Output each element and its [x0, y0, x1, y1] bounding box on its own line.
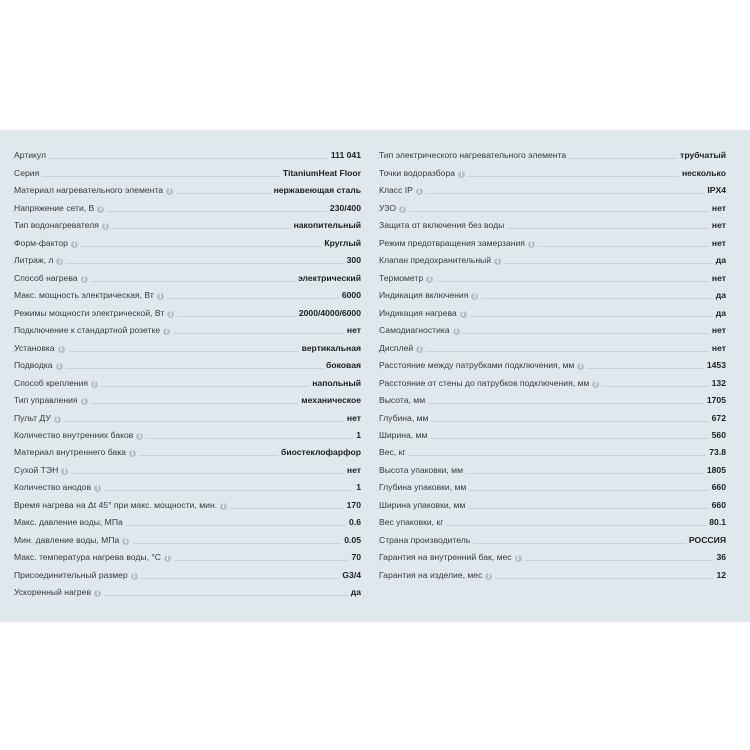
spec-value: биостеклофарфор: [278, 447, 361, 457]
spec-label-text: Индикация нагрева: [379, 307, 457, 318]
spec-row: [12, 146, 361, 163]
spec-label: [379, 395, 428, 405]
spec-value: TitaniumHeat Floor: [280, 168, 361, 178]
spec-row: [377, 198, 726, 215]
spec-label-text: Время нагрева на Δt 45° при макс. мощности, мин.: [14, 499, 218, 510]
dotted-leader-line: [377, 351, 726, 352]
spec-label: [379, 325, 463, 335]
spec-label-text: Высота, мм: [379, 395, 426, 406]
spec-value: 1705: [704, 395, 726, 405]
spec-value: 73.8: [706, 447, 726, 457]
spec-label-text: Режим предотвращения замерзания: [379, 237, 525, 248]
spec-label-text: Гарантия на внутренний бак, мес: [379, 552, 512, 563]
spec-label: [379, 413, 431, 423]
spec-label-text: Глубина упаковки, мм: [379, 482, 467, 493]
spec-row: [377, 356, 726, 373]
spec-label: [379, 430, 430, 440]
spec-value: нет: [709, 273, 726, 283]
info-icon[interactable]: i: [494, 258, 501, 265]
spec-label: [14, 150, 49, 160]
spec-label: [379, 220, 507, 230]
dotted-leader-line: [377, 211, 726, 212]
spec-label-text: Присоединительный размер: [14, 569, 128, 580]
spec-value: 80.1: [706, 517, 726, 527]
spec-label-text: Артикул: [14, 150, 47, 161]
spec-value: 560: [709, 430, 726, 440]
info-icon[interactable]: i: [399, 206, 406, 213]
info-icon[interactable]: i: [163, 328, 170, 335]
spec-label: [14, 378, 101, 388]
spec-label-text: Самодиагностика: [379, 325, 450, 336]
spec-label: [379, 570, 495, 580]
spec-row: [12, 426, 361, 443]
info-icon[interactable]: i: [458, 171, 465, 178]
dotted-leader-line: [12, 421, 361, 422]
spec-row: [12, 495, 361, 512]
spec-label: [14, 482, 104, 492]
spec-value: РОССИЯ: [686, 535, 726, 545]
spec-value: 1453: [704, 360, 726, 370]
info-icon[interactable]: i: [416, 346, 423, 353]
spec-row: [377, 443, 726, 460]
spec-label: [14, 238, 81, 248]
spec-label: [379, 203, 409, 213]
spec-label: [379, 150, 569, 160]
spec-value: нет: [344, 413, 361, 423]
spec-row: [377, 216, 726, 233]
spec-label-text: Вес, кг: [379, 447, 406, 458]
spec-label: [14, 413, 64, 423]
spec-row: [377, 495, 726, 512]
spec-label: [379, 360, 587, 370]
spec-value: 6000: [339, 290, 361, 300]
spec-value: накопительный: [291, 220, 361, 230]
spec-label: [379, 500, 468, 510]
spec-row: [377, 460, 726, 477]
spec-row: [12, 583, 361, 600]
info-icon[interactable]: i: [167, 311, 174, 318]
spec-row: [377, 391, 726, 408]
info-icon[interactable]: i: [54, 416, 61, 423]
spec-row: [377, 251, 726, 268]
spec-value: механическое: [298, 395, 361, 405]
spec-row: [12, 373, 361, 390]
spec-label: [379, 535, 473, 545]
spec-row: [12, 198, 361, 215]
info-icon[interactable]: i: [485, 573, 492, 580]
info-icon[interactable]: i: [71, 241, 78, 248]
spec-label: [379, 308, 470, 318]
spec-row: [377, 548, 726, 565]
spec-row: [12, 268, 361, 285]
specs-column-right: [377, 146, 726, 583]
spec-label: [14, 570, 141, 580]
info-icon[interactable]: i: [94, 485, 101, 492]
spec-label: [14, 325, 173, 335]
spec-label-text: Ширина упаковки, мм: [379, 499, 466, 510]
spec-label-text: Напряжение сети, В: [14, 202, 95, 213]
spec-row: [12, 460, 361, 477]
spec-label: [14, 465, 71, 475]
spec-row: [12, 286, 361, 303]
specs-panel: [0, 130, 750, 622]
spec-value: 1: [353, 482, 361, 492]
info-icon[interactable]: i: [102, 223, 109, 230]
spec-row: [377, 513, 726, 530]
spec-label: [379, 465, 466, 475]
spec-value: IPX4: [704, 185, 726, 195]
dotted-leader-line: [12, 158, 361, 159]
spec-row: [377, 268, 726, 285]
spec-value: 132: [709, 378, 726, 388]
spec-row: [377, 181, 726, 198]
spec-value: да: [713, 290, 726, 300]
spec-label: [14, 535, 132, 545]
specs-column-left: [12, 146, 361, 600]
spec-value: нет: [709, 203, 726, 213]
info-icon[interactable]: i: [94, 590, 101, 597]
dotted-leader-line: [377, 455, 726, 456]
spec-value: 111 041: [328, 150, 361, 160]
spec-label: [14, 360, 66, 370]
info-icon[interactable]: i: [122, 538, 129, 545]
spec-value: 1805: [704, 465, 726, 475]
spec-row: [377, 408, 726, 425]
spec-row: [377, 233, 726, 250]
spec-label-text: Ширина, мм: [379, 429, 428, 440]
info-icon[interactable]: i: [460, 311, 467, 318]
spec-label: [14, 500, 230, 510]
spec-label-text: Высота упаковки, мм: [379, 464, 463, 475]
spec-row: [12, 530, 361, 547]
spec-label-text: Термометр: [379, 272, 424, 283]
spec-row: [12, 408, 361, 425]
spec-value: нет: [709, 343, 726, 353]
info-icon[interactable]: i: [592, 381, 599, 388]
spec-value: нет: [709, 325, 726, 335]
info-icon[interactable]: i: [56, 363, 63, 370]
spec-label: [379, 378, 602, 388]
spec-label-text: Установка: [14, 342, 55, 353]
spec-value: 672: [709, 413, 726, 423]
spec-value: нет: [709, 238, 726, 248]
spec-label: [14, 290, 167, 300]
spec-row: [377, 163, 726, 180]
spec-label-text: Тип управления: [14, 395, 78, 406]
spec-label: [379, 343, 426, 353]
spec-label-text: Клапан предохранительный: [379, 255, 492, 266]
spec-label-text: Дисплей: [379, 342, 414, 353]
dotted-leader-line: [377, 403, 726, 404]
spec-label-text: Вес упаковки, кг: [379, 517, 444, 528]
spec-value: 0.6: [346, 517, 361, 527]
spec-label-text: Способ нагрева: [14, 272, 78, 283]
info-icon[interactable]: i: [61, 468, 68, 475]
spec-label-text: Расстояние между патрубками подключения, мм: [379, 360, 575, 371]
spec-label: [14, 255, 66, 265]
info-icon[interactable]: i: [166, 188, 173, 195]
spec-value: G3/4: [339, 570, 361, 580]
spec-row: [377, 530, 726, 547]
spec-value: 70: [348, 552, 361, 562]
spec-row: [12, 478, 361, 495]
spec-row: [377, 565, 726, 582]
spec-label-text: Материал нагревательного элемента: [14, 185, 164, 196]
spec-label: [379, 255, 504, 265]
spec-value: 300: [344, 255, 361, 265]
info-icon[interactable]: i: [577, 363, 584, 370]
spec-row: [12, 565, 361, 582]
spec-label-text: УЗО: [379, 202, 397, 213]
spec-label: [379, 552, 525, 562]
info-icon[interactable]: i: [81, 276, 88, 283]
spec-value: 660: [709, 482, 726, 492]
spec-label-text: Макс. температура нагрева воды, °С: [14, 552, 161, 563]
spec-row: [377, 321, 726, 338]
spec-value: да: [713, 308, 726, 318]
spec-value: 1: [353, 430, 361, 440]
spec-row: [377, 146, 726, 163]
spec-value: нет: [709, 220, 726, 230]
spec-row: [12, 338, 361, 355]
spec-row: [12, 356, 361, 373]
spec-row: [12, 321, 361, 338]
info-icon[interactable]: i: [416, 188, 423, 195]
spec-label-text: Макс. мощность электрическая, Вт: [14, 290, 154, 301]
spec-label-text: Материал внутреннего бака: [14, 447, 126, 458]
spec-label: [379, 290, 481, 300]
spec-label: [379, 185, 426, 195]
spec-label: [14, 517, 126, 527]
spec-label-text: Гарантия на изделие, мес: [379, 569, 483, 580]
spec-label: [14, 220, 112, 230]
spec-value: электрический: [295, 273, 361, 283]
spec-label-text: Сухой ТЭН: [14, 464, 59, 475]
spec-label: [379, 482, 469, 492]
spec-row: [377, 478, 726, 495]
spec-label: [379, 273, 436, 283]
info-icon[interactable]: i: [97, 206, 104, 213]
spec-label-text: Расстояние от стены до патрубков подключения, мм: [379, 377, 590, 388]
spec-label-text: Количество анодов: [14, 482, 92, 493]
spec-value: боковая: [323, 360, 361, 370]
spec-row: [377, 373, 726, 390]
spec-label: [379, 517, 446, 527]
spec-row: [12, 181, 361, 198]
spec-label-text: Способ крепления: [14, 377, 89, 388]
spec-value: Круглый: [321, 238, 361, 248]
spec-row: [12, 548, 361, 565]
spec-value: нет: [344, 465, 361, 475]
spec-label: [14, 273, 91, 283]
info-icon[interactable]: i: [131, 573, 138, 580]
spec-label: [14, 343, 68, 353]
spec-value: несколько: [679, 168, 726, 178]
spec-label-text: Макс. давление воды, МПа: [14, 517, 123, 528]
spec-row: [377, 426, 726, 443]
spec-label-text: Тип электрического нагревательного элемента: [379, 150, 567, 161]
spec-label: [14, 447, 139, 457]
info-icon[interactable]: i: [453, 328, 460, 335]
spec-value: 2000/4000/6000: [296, 308, 361, 318]
spec-label: [14, 308, 177, 318]
spec-label-text: Защита от включения без воды: [379, 220, 505, 231]
info-icon[interactable]: i: [220, 503, 227, 510]
info-icon[interactable]: i: [56, 258, 63, 265]
spec-label-text: Количество внутренних баков: [14, 429, 134, 440]
spec-row: [12, 303, 361, 320]
spec-row: [12, 163, 361, 180]
info-icon[interactable]: i: [129, 450, 136, 457]
spec-label: [14, 552, 174, 562]
spec-value: да: [348, 587, 361, 597]
spec-label-text: Страна производитель: [379, 534, 471, 545]
info-icon[interactable]: i: [58, 346, 65, 353]
spec-label: [14, 430, 146, 440]
spec-label-text: Мин. давление воды, МПа: [14, 534, 120, 545]
spec-label-text: Тип водонагревателя: [14, 220, 99, 231]
spec-label-text: Глубина, мм: [379, 412, 429, 423]
spec-value: 12: [713, 570, 726, 580]
spec-label-text: Ускоренный нагрев: [14, 587, 92, 598]
spec-row: [377, 303, 726, 320]
spec-label: [379, 168, 468, 178]
spec-label-text: Пульт ДУ: [14, 412, 51, 423]
dotted-leader-line: [377, 193, 726, 194]
spec-label-text: Серия: [14, 167, 40, 178]
spec-value: напольный: [309, 378, 361, 388]
spec-label: [379, 447, 408, 457]
spec-label-text: Режимы мощности электрической, Вт: [14, 307, 165, 318]
info-icon[interactable]: i: [157, 293, 164, 300]
spec-value: 660: [709, 500, 726, 510]
info-icon[interactable]: i: [471, 293, 478, 300]
spec-value: 36: [713, 552, 726, 562]
info-icon[interactable]: i: [91, 381, 98, 388]
spec-row: [377, 286, 726, 303]
spec-value: 0.05: [341, 535, 361, 545]
spec-label: [14, 168, 42, 178]
spec-value: вертикальная: [299, 343, 361, 353]
spec-value: нержавеющая сталь: [271, 185, 361, 195]
spec-row: [12, 216, 361, 233]
info-icon[interactable]: i: [528, 241, 535, 248]
spec-label-text: Точки водоразбора: [379, 167, 456, 178]
spec-value: 170: [344, 500, 361, 510]
spec-label: [379, 238, 538, 248]
spec-value: 230/400: [327, 203, 361, 213]
info-icon[interactable]: i: [426, 276, 433, 283]
spec-label-text: Подводка: [14, 360, 53, 371]
info-icon[interactable]: i: [81, 398, 88, 405]
spec-row: [12, 233, 361, 250]
spec-label: [14, 395, 91, 405]
spec-value: нет: [344, 325, 361, 335]
spec-value: трубчатый: [677, 150, 726, 160]
spec-row: [377, 338, 726, 355]
spec-row: [12, 391, 361, 408]
spec-row: [12, 443, 361, 460]
spec-row: [12, 251, 361, 268]
spec-label-text: Форм-фактор: [14, 237, 68, 248]
spec-value: да: [713, 255, 726, 265]
spec-label-text: Подключение к стандартной розетке: [14, 325, 161, 336]
info-icon[interactable]: i: [164, 555, 171, 562]
spec-row: [12, 513, 361, 530]
info-icon[interactable]: i: [136, 433, 143, 440]
spec-label-text: Литраж, л: [14, 255, 54, 266]
spec-label: [14, 203, 107, 213]
spec-label-text: Индикация включения: [379, 290, 469, 301]
spec-label-text: Класс IP: [379, 185, 413, 196]
spec-label: [14, 185, 176, 195]
spec-label: [14, 587, 104, 597]
info-icon[interactable]: i: [515, 555, 522, 562]
